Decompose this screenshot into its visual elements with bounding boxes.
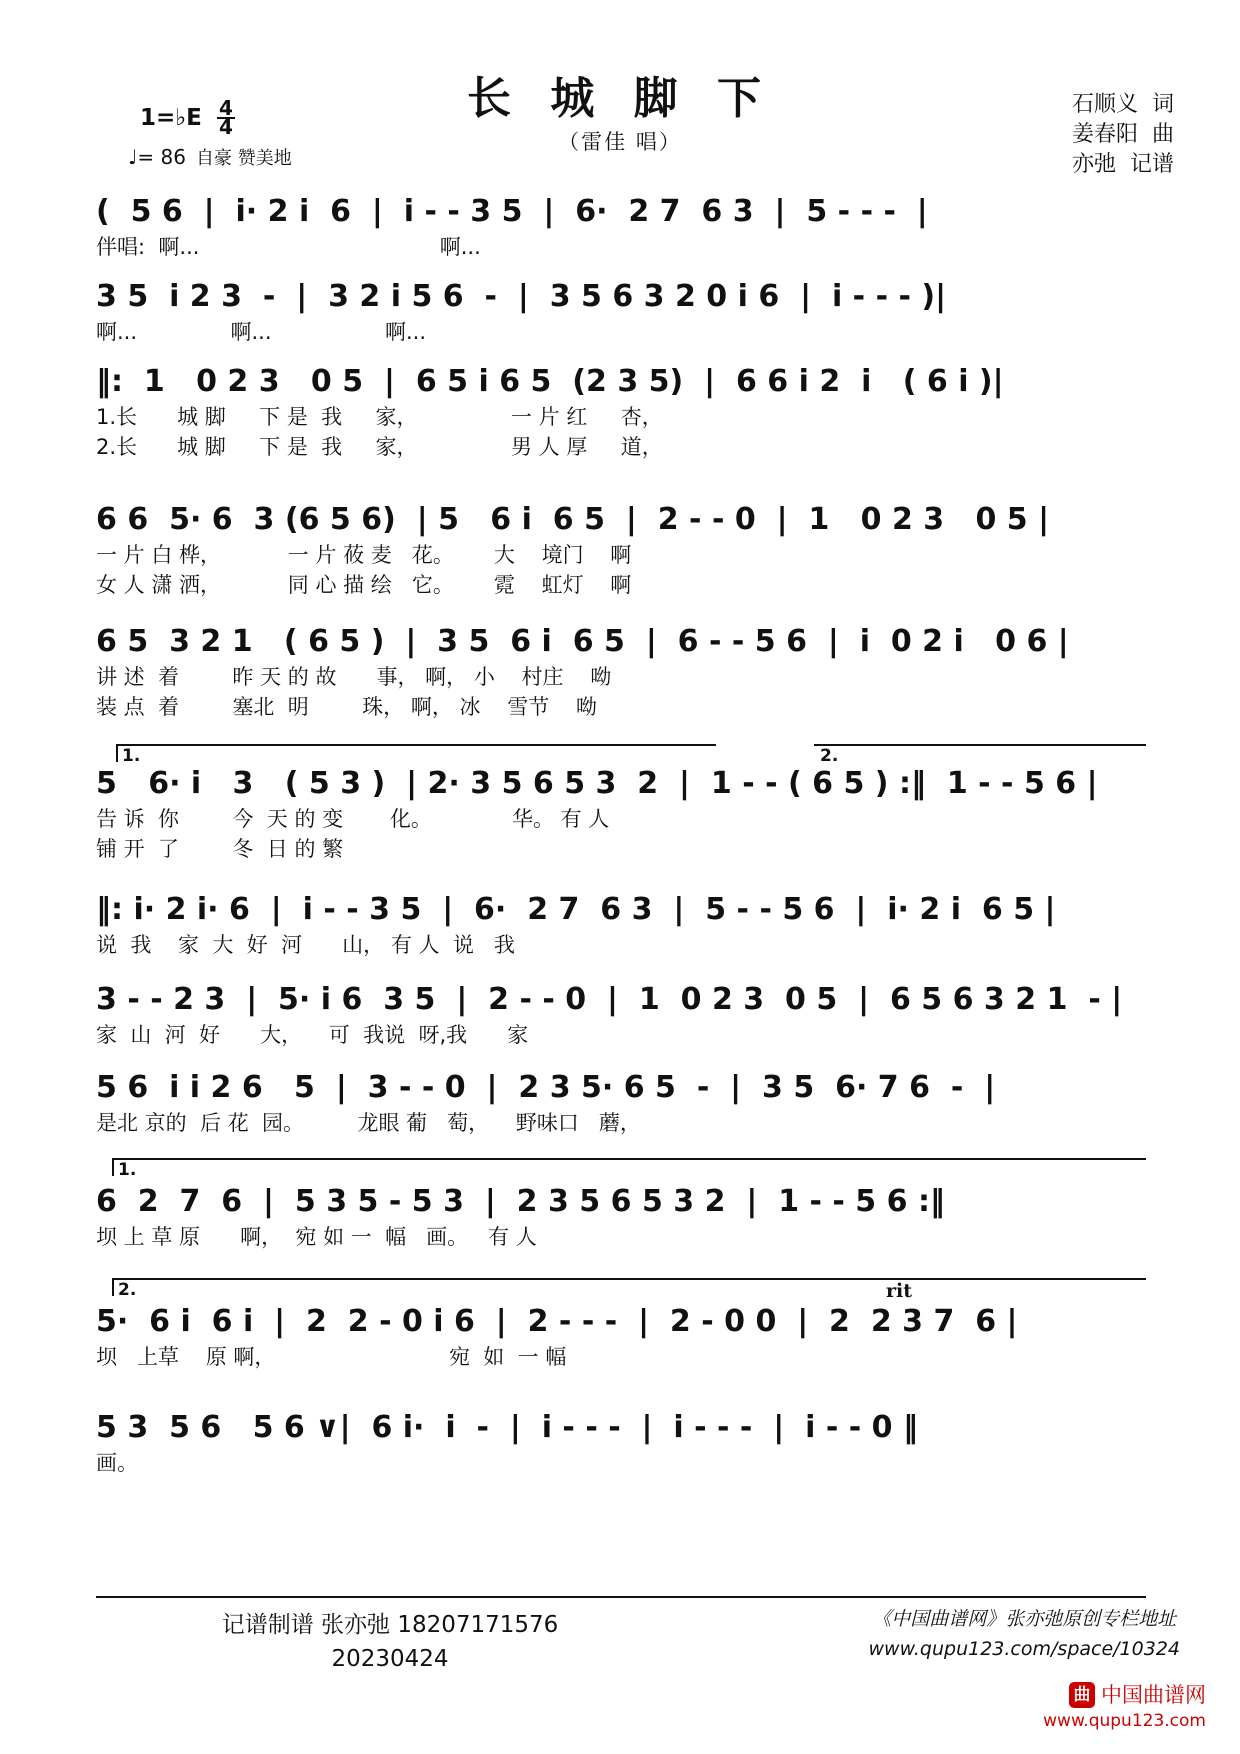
ending-2-label: 2. — [118, 1280, 137, 1300]
lyric-row: 说 我 家 大 好 河 山， 有 人 说 我 — [96, 933, 515, 957]
ending-2-label: 2. — [820, 746, 839, 766]
footer-divider — [96, 1596, 1146, 1598]
lyric-row: 坝 上草 原 啊， 宛 如 一 幅 — [96, 1345, 567, 1369]
stave-1 — [96, 192, 1146, 262]
page-title: 长 城 脚 下 — [467, 73, 773, 124]
stave-12 — [96, 1408, 1146, 1478]
lyric-row: 是北 京的 后 花 园。 龙眼 葡 萄， 野味口 蘑， — [96, 1111, 641, 1135]
notes-row: 5 6· i 3 ( 5 3 ) | 2· 3 5 6 5 3 2 | 1 - - ( 6 5 ) :‖ 1 - - 5 6 | — [96, 766, 1098, 801]
notes-row: 3 5 i 2 3 - | 3 2 i 5 6 - | 3 5 6 3 2 0 i 6 | i - - - )| — [96, 279, 947, 314]
notes-row: ‖: i· 2 i· 6 | i - - 3 5 | 6· 2 7 6 3 | 5 - - 5 6 | i· 2 i 6 5 | — [96, 892, 1056, 927]
lyric-row: 坝 上 草 原 啊， 宛 如 一 幅 画。 有 人 — [96, 1225, 537, 1249]
notes-row: 5 6 i i 2 6 5 | 3 - - 0 | 2 3 5· 6 5 - | 3 5 6· 7 6 - | — [96, 1070, 996, 1105]
footer-right — [868, 1604, 1180, 1664]
lyric-row-verse1: 一 片 白 桦， 一 片 莜 麦 花。 大 境门 啊 — [96, 543, 632, 567]
notes-row: 5· 6 i 6 i | 2 2 - 0 i 6 | 2 - - - | 2 - 0 0 | 2 2 3 7 6 | — [96, 1304, 1018, 1339]
notes-row: ( 5 6 | i· 2 i 6 | i - - 3 5 | 6· 2 7 6 3 | 5 - - - | — [96, 194, 928, 229]
lyric-row: 伴唱: 啊... 啊... — [96, 235, 481, 259]
footer-date: 20230424 — [331, 1646, 449, 1672]
composer-name: 姜春阳 — [1071, 122, 1138, 147]
site-logo — [1043, 1682, 1206, 1732]
stave-11 — [96, 1278, 1146, 1372]
stave-7 — [96, 890, 1146, 960]
lyric-row-verse2: 女 人 潇 洒， 同 心 描 绘 它。 霓 虹灯 啊 — [96, 573, 632, 597]
footer-site-url[interactable]: www.qupu123.com/space/10324 — [868, 1638, 1180, 1660]
qupu-badge-icon: 曲 — [1069, 1682, 1095, 1708]
lyric-row: 家 山 河 好 大， 可 我说 呀,我 家 — [96, 1023, 529, 1047]
transcriber-name: 亦弛 — [1071, 152, 1116, 177]
notes-row: 3 - - 2 3 | 5· i 6 3 5 | 2 - - 0 | 1 0 2 3 0 5 | 6 5 6 3 2 1 - | — [96, 982, 1123, 1017]
footer-left — [110, 1608, 670, 1676]
lyric-row-verse1: 1.长 城 脚 下 是 我 家， 一 片 红 杏， — [96, 405, 663, 429]
rit-marking: rit — [886, 1280, 913, 1302]
stave-3 — [96, 362, 1146, 462]
logo-text: 中国曲谱网 — [1101, 1683, 1206, 1707]
composer-role: 曲 — [1151, 122, 1174, 147]
key-value: ♭E — [175, 105, 202, 131]
ending-1-label: 1. — [118, 1160, 137, 1180]
stave-6 — [96, 744, 1146, 864]
lyricist-role: 词 — [1151, 92, 1174, 117]
notes-row: 6 6 5· 6 3 (6 5 6) | 5 6 i 6 5 | 2 - - 0 | 1 0 2 3 0 5 | — [96, 502, 1050, 537]
notes-row: 6 2 7 6 | 5 3 5 - 5 3 | 2 3 5 6 5 3 2 | 1 - - 5 6 :‖ — [96, 1184, 945, 1219]
stave-8 — [96, 980, 1146, 1050]
lyricist-name: 石顺义 — [1071, 92, 1138, 117]
footer-transcriber: 记谱制谱 张亦弛 18207171576 — [221, 1612, 559, 1638]
lyric-row-verse1: 讲 述 着 昨 天 的 故 事， 啊， 小 村庄 呦 — [96, 665, 612, 689]
logo-url: www.qupu123.com — [1043, 1711, 1206, 1731]
lyric-row-verse1: 告 诉 你 今 天 的 变 化。 华。 有 人 — [96, 807, 610, 831]
meter-numerator: 4 — [218, 96, 233, 120]
time-signature — [217, 96, 235, 139]
stave-2 — [96, 277, 1146, 347]
lyric-row-verse2: 铺 开 了 冬 日 的 繁 — [96, 837, 344, 861]
lyric-row: 啊... 啊... 啊... — [96, 320, 427, 344]
lyric-row: 画。 — [96, 1451, 138, 1475]
footer-site-name: 《中国曲谱网》张亦弛原创专栏地址 — [872, 1608, 1177, 1630]
expression-marking: 自豪 赞美地 — [196, 148, 292, 169]
lyric-row-verse2: 装 点 着 塞北 明 珠， 啊， 冰 雪节 呦 — [96, 695, 597, 719]
tempo-block — [128, 144, 292, 170]
ending-1-label: 1. — [122, 746, 141, 766]
tempo-marking: ♩= 86 — [128, 145, 186, 169]
credits — [1072, 90, 1174, 180]
key-label: 1= — [140, 105, 176, 131]
stave-5 — [96, 622, 1146, 722]
performer-subtitle: （雷佳 唱） — [558, 130, 682, 154]
notes-row: 6 5 3 2 1 ( 6 5 ) | 3 5 6 i 6 5 | 6 - - 5 6 | i 0 2 i 0 6 | — [96, 624, 1069, 659]
key-signature-block — [140, 96, 235, 139]
meter-denominator: 4 — [218, 115, 233, 139]
stave-4 — [96, 500, 1146, 600]
stave-9 — [96, 1068, 1146, 1138]
notes-row: ‖: 1 0 2 3 0 5 | 6 5 i 6 5 (2 3 5) | 6 6 i 2 i ( 6 i )| — [96, 364, 1004, 399]
stave-10 — [96, 1158, 1146, 1252]
transcriber-role: 记谱 — [1129, 152, 1174, 177]
notes-row: 5 3 5 6 5 6 ∨| 6 i· i - | i - - - | i - - - | i - - 0 ‖ — [96, 1410, 918, 1445]
lyric-row-verse2: 2.长 城 脚 下 是 我 家， 男 人 厚 道， — [96, 435, 663, 459]
